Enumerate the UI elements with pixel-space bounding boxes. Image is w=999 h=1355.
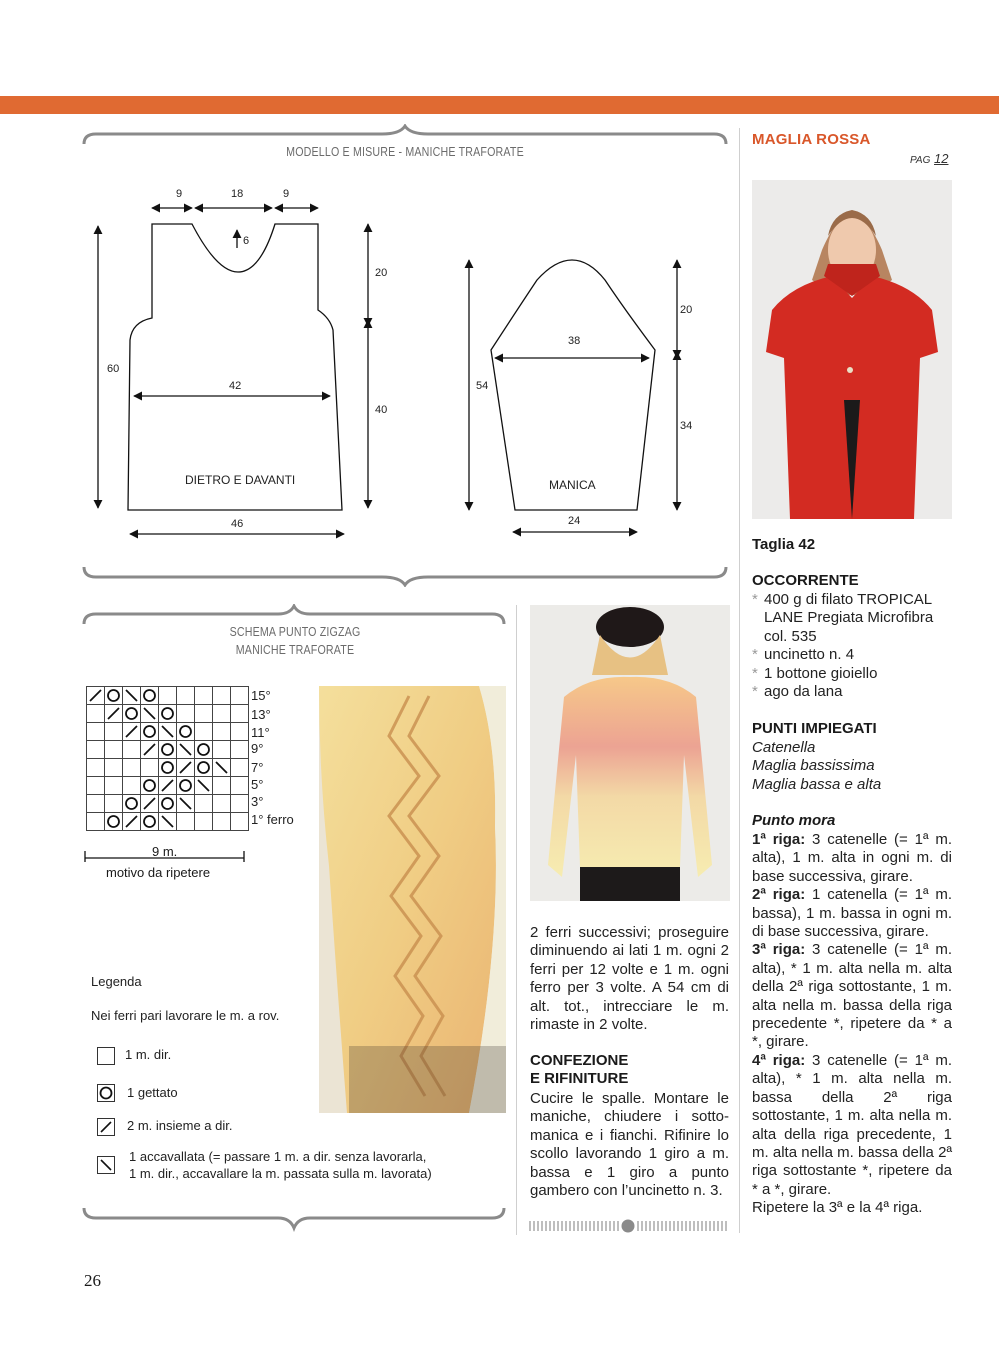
- dim-top-mid: 18: [231, 188, 244, 200]
- dim-sleeve-width: 38: [568, 335, 581, 347]
- dim-sleeve-length: 54: [476, 380, 489, 392]
- legend-item-yarnover: 1 gettato: [127, 1085, 178, 1100]
- stitch-item: Catenella: [752, 739, 816, 756]
- sleeve-lace-photo: [319, 686, 506, 1113]
- chart-cell: [213, 723, 231, 741]
- column-divider-mid: [516, 605, 517, 1235]
- chart-cell: [87, 759, 105, 777]
- chart-title-line2: MANICHE TRAFORATE: [235, 642, 355, 657]
- legend-item-knit: 1 m. dir.: [125, 1047, 172, 1062]
- dim-sleeve-cuff: 24: [568, 515, 581, 527]
- row-instruction: 1ª riga: 3 catenelle (= 1ª m. alta), 1 m. alta in ogni m. di base successiva, girare.: [752, 831, 952, 885]
- circle-icon: [123, 795, 141, 813]
- sleeve-pattern-diagram: [455, 248, 705, 548]
- chart-cell: [213, 777, 231, 795]
- backslash-icon: [177, 741, 195, 759]
- legend-title: Legenda: [91, 974, 142, 989]
- materials-item: * uncinetto n. 4: [752, 646, 855, 664]
- legend-item-skp-cont: 1 m. dir., accavallare la m. passata sulla m. lavorata): [129, 1166, 432, 1181]
- row-instruction: 2ª riga: 1 catenella (= 1ª m. bassa), 1 m. bassa in ogni m. di base successiva, girare.: [752, 886, 952, 941]
- dim-armhole: 20: [375, 267, 388, 279]
- dim-total-height: 60: [107, 363, 120, 375]
- chart-cell: [105, 741, 123, 759]
- chart-cell: [231, 741, 249, 759]
- chart-cell: [87, 795, 105, 813]
- slash-icon: [105, 705, 123, 723]
- slash-icon: [159, 777, 177, 795]
- chart-cell: [105, 795, 123, 813]
- chart-row-label: 7°: [251, 760, 264, 775]
- slash-icon: [123, 723, 141, 741]
- dim-bust: 42: [229, 380, 242, 392]
- chart-cell: [177, 687, 195, 705]
- chart-cell: [231, 759, 249, 777]
- chart-title-line1: SCHEMA PUNTO ZIGZAG: [229, 624, 361, 639]
- finishing-title-line1: CONFEZIONE: [530, 1052, 629, 1069]
- materials-list: [752, 591, 956, 701]
- slash-icon: [123, 813, 141, 831]
- backslash-icon: [177, 795, 195, 813]
- chart-cell: [195, 795, 213, 813]
- punto-mora-title: Punto mora: [752, 812, 836, 829]
- circle-icon: [159, 705, 177, 723]
- sleeve-piece-label: MANICA: [549, 478, 596, 492]
- chart-cell: [213, 795, 231, 813]
- circle-icon: [141, 723, 159, 741]
- chart-cell: [87, 741, 105, 759]
- circle-icon: [195, 741, 213, 759]
- stitches-list: [752, 739, 881, 794]
- pattern-title: MAGLIA ROSSA: [752, 131, 871, 148]
- row-instruction: 4ª riga: 3 catenelle (= 1ª m. alta), * 1 m. alta nella m. bassa della 2ª riga sottostante, 1 m. alta nella m. alta della riga precedente, 1 m. alta nella m. bassa della 2ª riga sottostante *, ripetere da * a *, girare.: [752, 1051, 952, 1198]
- page-number: 26: [84, 1271, 101, 1290]
- backslash-icon: [159, 813, 177, 831]
- chart-cell: [177, 705, 195, 723]
- circle-icon: [141, 813, 159, 831]
- chart-cell: [105, 723, 123, 741]
- instructions-paragraph: 2 ferri successivi; proseguire diminuendo ai lati 1 m. ogni 2 ferri per 12 volte e 1 m. ogni ferro per 3 volte. A 54 cm di alt. tot., intrecciare le m. rimaste in 2 volte.: [530, 924, 729, 1034]
- dim-top-right: 9: [283, 188, 290, 200]
- stitches-title: PUNTI IMPIEGATI: [752, 720, 877, 737]
- page-reference-number: 12: [934, 151, 949, 166]
- chart-row-label: 5°: [251, 777, 264, 792]
- chart-cell: [231, 777, 249, 795]
- stitch-item: Maglia bassissima: [752, 757, 875, 775]
- slash-icon: [87, 687, 105, 705]
- chart-cell: [213, 687, 231, 705]
- red-cardigan-photo: [752, 180, 952, 519]
- bullet-star-icon: *: [752, 664, 758, 682]
- backslash-icon: [195, 777, 213, 795]
- backslash-icon: [97, 1156, 115, 1174]
- chart-cell: [87, 813, 105, 831]
- stitch-item: Maglia bassa e alta: [752, 775, 882, 793]
- row-instruction: 3ª riga: 3 catenelle (= 1ª m. alta), * 1 m. alta nella m. alta della 2ª riga sottostante, 1 m. alta nella m. bassa della riga precedente *, ripetere da * a *, girare.: [752, 941, 952, 1051]
- slash-icon: [141, 795, 159, 813]
- dim-side: 40: [375, 404, 388, 416]
- circle-icon: [177, 777, 195, 795]
- size-label: Taglia 42: [752, 536, 816, 553]
- circle-icon: [195, 759, 213, 777]
- chart-cell: [123, 741, 141, 759]
- circle-icon: [159, 795, 177, 813]
- materials-item: * 400 g di filato TROPICAL LANE Pregiata Microfibra col. 535: [752, 591, 934, 645]
- chart-cell: [195, 813, 213, 831]
- closing-instruction: Ripetere la 3ª e la 4ª riga.: [752, 1199, 923, 1217]
- circle-icon: [97, 1084, 115, 1102]
- chart-cell: [213, 705, 231, 723]
- slash-icon: [141, 741, 159, 759]
- chart-cell: [123, 777, 141, 795]
- page-reference-prefix: PAG: [910, 155, 931, 166]
- section-title-model: MODELLO E MISURE - MANICHE TRAFORATE: [286, 144, 524, 159]
- chart-cell: [195, 687, 213, 705]
- body-pattern-diagram: [80, 180, 400, 550]
- circle-icon: [141, 687, 159, 705]
- chart-cell: [213, 741, 231, 759]
- chart-cell: [195, 723, 213, 741]
- circle-icon: [177, 723, 195, 741]
- chart-cell: [231, 687, 249, 705]
- backslash-icon: [141, 705, 159, 723]
- chart-cell: [87, 723, 105, 741]
- chart-cell: [159, 687, 177, 705]
- header-bar: [0, 96, 999, 114]
- chart-cell: [195, 705, 213, 723]
- circle-icon: [159, 741, 177, 759]
- punto-mora-rows: [752, 831, 952, 1218]
- materials-item: * ago da lana: [752, 683, 843, 701]
- slash-icon: [97, 1118, 115, 1136]
- bullet-star-icon: *: [752, 646, 758, 664]
- empty-square-icon: [97, 1047, 115, 1065]
- page-progress-indicator: [528, 1218, 730, 1234]
- circle-icon: [141, 777, 159, 795]
- sweater-back-photo: [530, 605, 730, 901]
- finishing-text: Cucire le spalle. Montare le maniche, chiudere i sotto-manica e i fianchi. Rifinire lo scollo lavorando 1 giro a m. bassa e 1 giro a punto gambero con l’uncinetto n. 3.: [530, 1090, 729, 1200]
- chart-bottom-bracket: [82, 1206, 506, 1232]
- chart-cell: [231, 813, 249, 831]
- knitting-chart-grid: [86, 686, 249, 831]
- bullet-star-icon: *: [752, 591, 758, 608]
- chart-cell: [231, 705, 249, 723]
- legend-item-skp: 1 accavallata (= passare 1 m. a dir. senza lavorarla,: [129, 1149, 427, 1164]
- chart-row-label: 1° ferro: [251, 812, 294, 827]
- page-reference: [910, 151, 948, 166]
- materials-item: * 1 bottone gioiello: [752, 664, 878, 682]
- chart-row-label: 3°: [251, 794, 264, 809]
- dim-top-left: 9: [176, 188, 183, 200]
- circle-icon: [105, 813, 123, 831]
- chart-cell: [105, 759, 123, 777]
- repeat-width-label: 9 m.: [152, 844, 178, 859]
- dim-sleeve-lower: 34: [680, 420, 693, 432]
- backslash-icon: [159, 723, 177, 741]
- chart-cell: [87, 777, 105, 795]
- chart-cell: [87, 705, 105, 723]
- circle-icon: [105, 687, 123, 705]
- legend-item-k2tog: 2 m. insieme a dir.: [127, 1118, 233, 1133]
- chart-cell: [231, 723, 249, 741]
- legend-note: Nei ferri pari lavorare le m. a rov.: [91, 1008, 280, 1023]
- section-bottom-bracket: [82, 565, 728, 587]
- chart-cell: [177, 813, 195, 831]
- chart-row-label: 11°: [251, 725, 270, 740]
- chart-cell: [123, 759, 141, 777]
- chart-cell: [141, 759, 159, 777]
- dim-neck-depth: 6: [243, 235, 250, 247]
- chart-row-label: 13°: [251, 707, 271, 722]
- circle-icon: [159, 759, 177, 777]
- backslash-icon: [213, 759, 231, 777]
- slash-icon: [177, 759, 195, 777]
- dim-hem: 46: [231, 518, 244, 530]
- chart-row-label: 9°: [251, 741, 264, 756]
- chart-cell: [231, 795, 249, 813]
- finishing-title-line2: E RIFINITURE: [530, 1070, 629, 1087]
- circle-icon: [123, 705, 141, 723]
- chart-cell: [105, 777, 123, 795]
- repeat-label: motivo da ripetere: [106, 865, 211, 880]
- body-piece-label: DIETRO E DAVANTI: [185, 473, 296, 487]
- materials-title: OCCORRENTE: [752, 572, 859, 589]
- dim-sleeve-cap: 20: [680, 304, 693, 316]
- bullet-star-icon: *: [752, 683, 758, 701]
- chart-row-label: 15°: [251, 688, 271, 703]
- column-divider-right: [739, 128, 740, 1233]
- chart-cell: [213, 813, 231, 831]
- backslash-icon: [123, 687, 141, 705]
